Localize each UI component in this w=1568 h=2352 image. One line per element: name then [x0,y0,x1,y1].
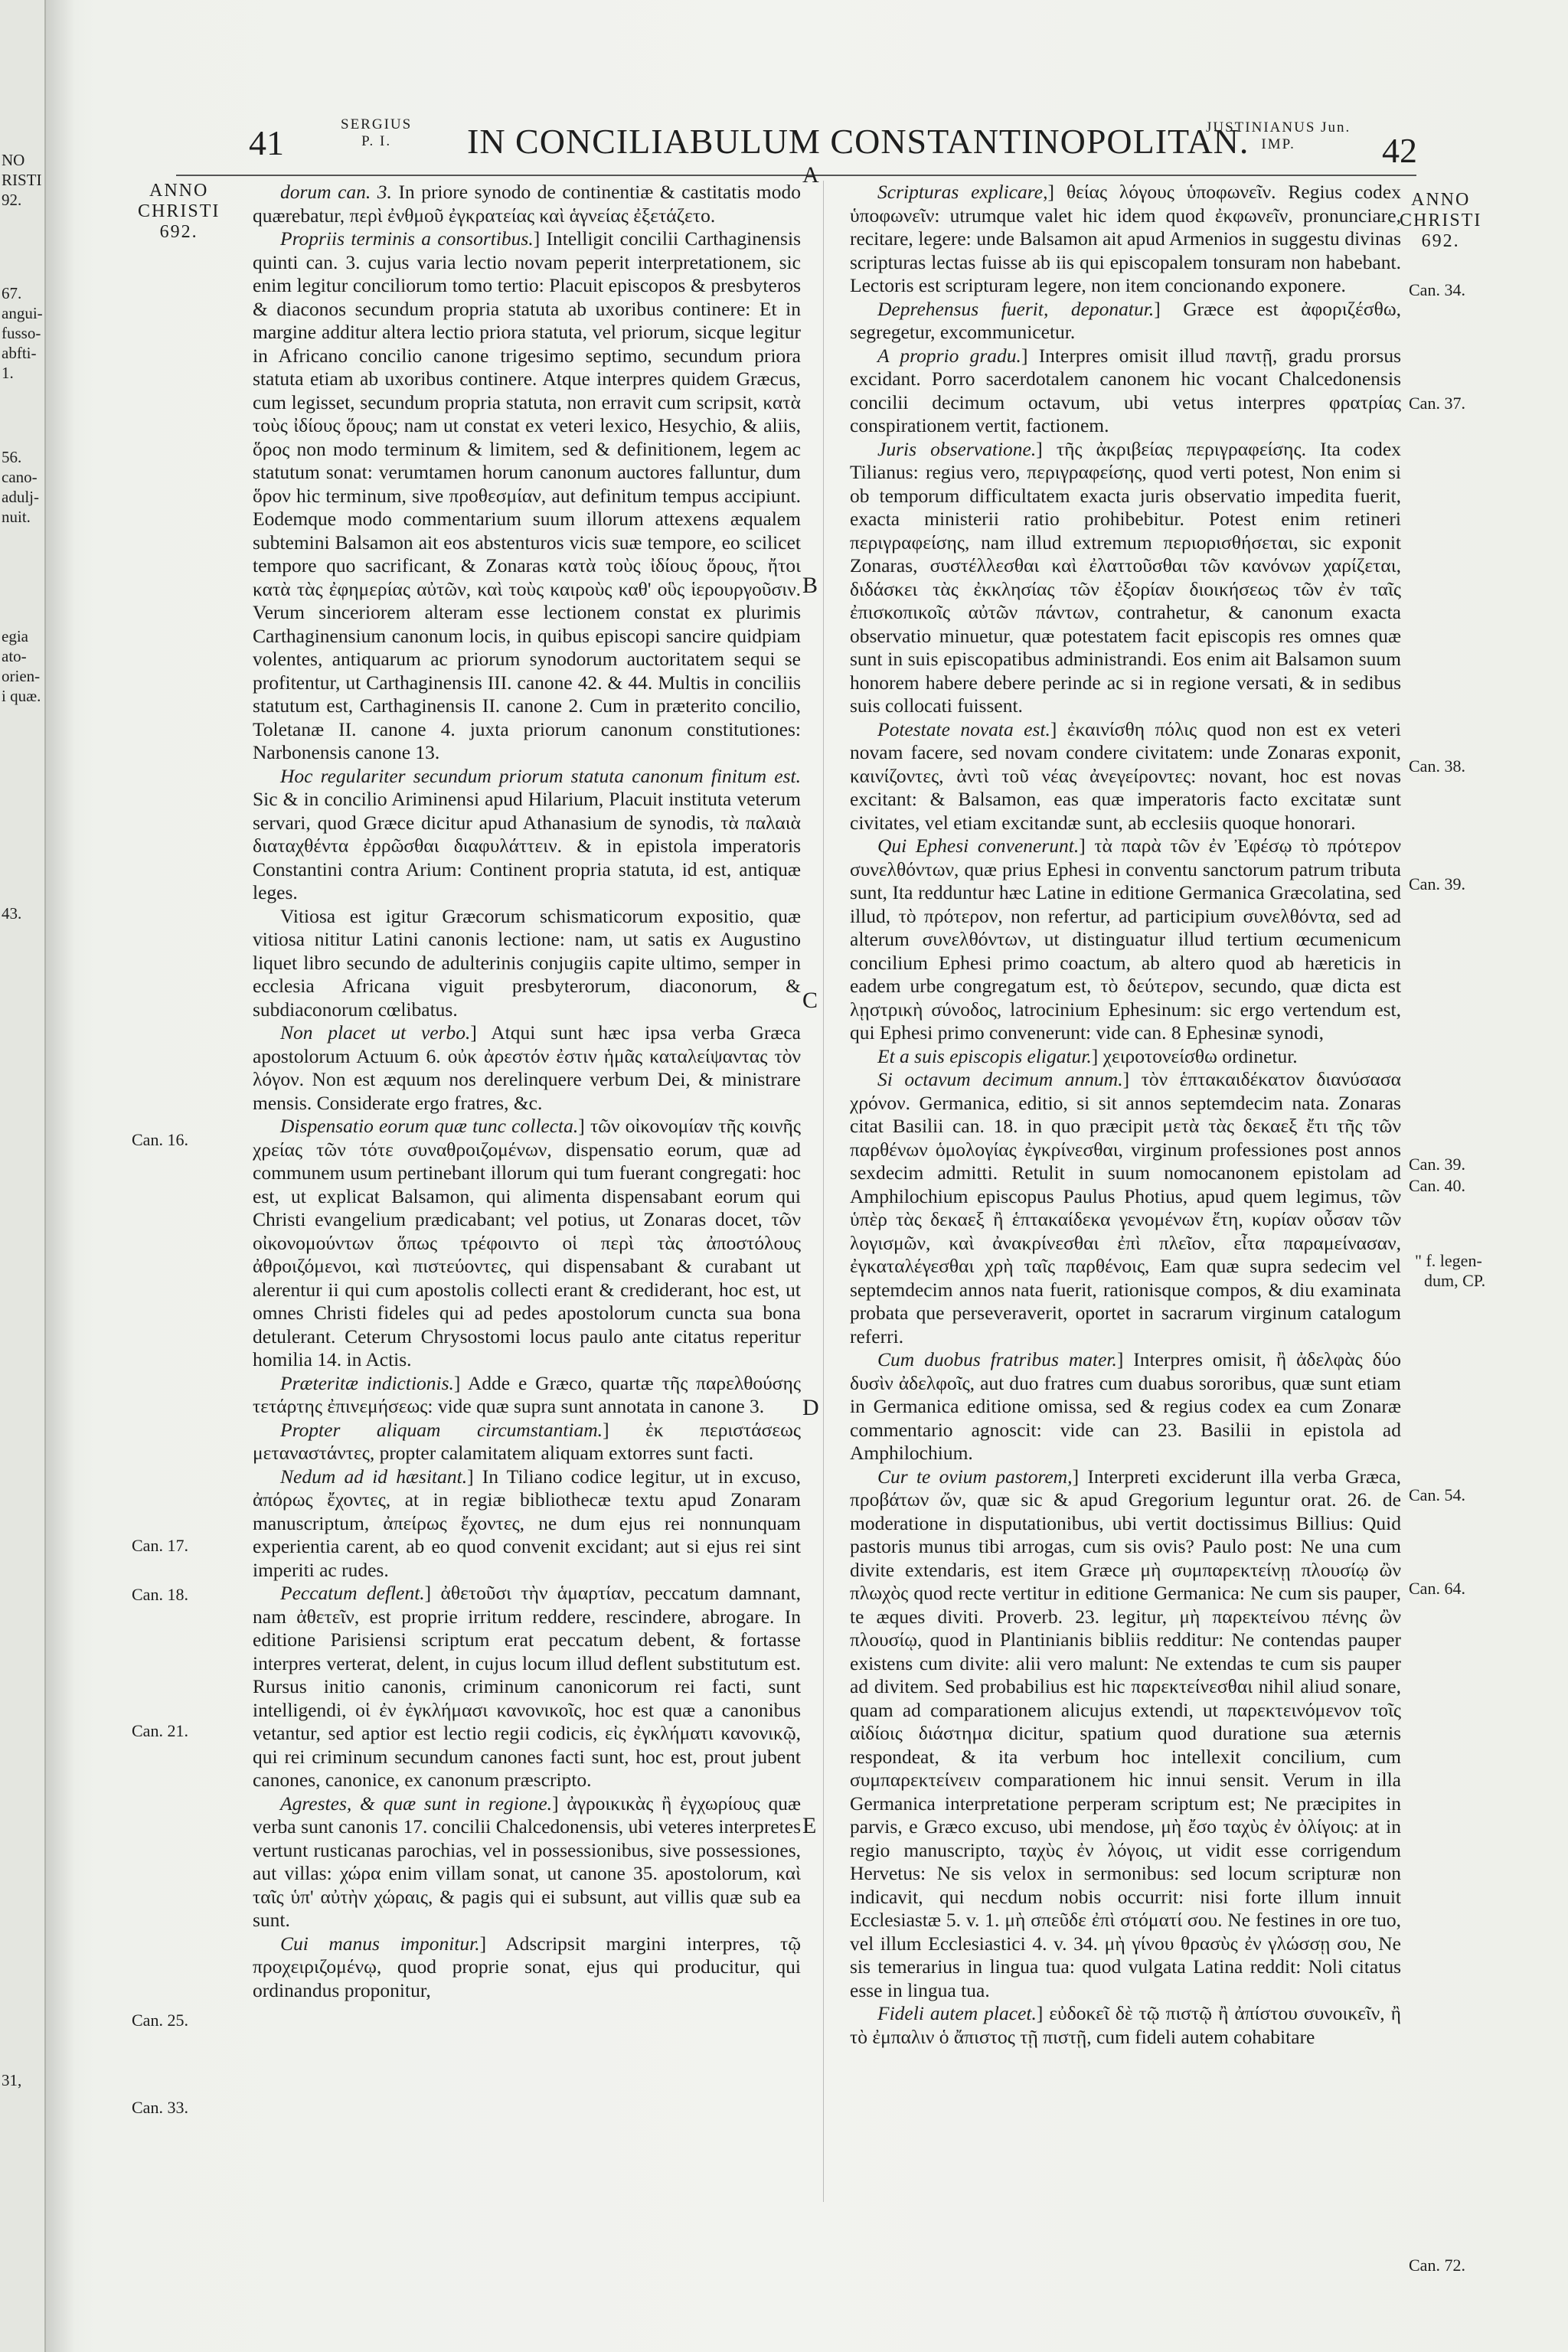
note-paragraph [850,1465,1401,2003]
lemma: Fideli autem placet. [877,2002,1037,2024]
commentary-text: ] Interpres omisit illud παντῇ, gradu prorsus excidant. Porro sacerdotalem canonem hic vocant Chalcedonensis concilii decimum octavum, ubi vetus interpres φρατρίας conspirationem vertit, factionem. [850,344,1401,436]
section-letter: A [802,162,819,188]
note-paragraph [850,2002,1401,2049]
commentary-text: ] τὸν ἑπτακαιδέκατον διανύσασα χρόνον. Germanica, editio, si sit annos septemdecim nata. Zonaras citat Basilii can. 18. in quo præcipit μετὰ τὰς δεκαεξ ἔτι τῆς τῶν παρθένων ὁμολογίας ἐγκρίνεσθαι, virginum professiones post annos sexdecim admitti. Retulit in suum nomocanonem epistolam ad Amphilochium episcopus Paulus Photius, apud quem legimus, τῶν ὑπὲρ τὰς δεκαεξ ἢ ἑπτακαίδεκα γενομένων ἔτη, κυρίαν οὖσαν τῶν λογισμῶν, καὶ ἀνακρίνεσθαι ἐπὶ πλεῖον, εἶτα παραμείνασαν, ἐγκαταλέγεσθαι χρὴ ταῖς παρθένοις, Eam quæ supra sedecim vel septemdecim annos nata fuerit, rationisque compos, & diu examinata probata que perseveraverit, oportet in sacrarum virginum catalogum referri. [850,1068,1401,1348]
lemma: Si octavum decimum annum. [877,1068,1123,1090]
anno-line: CHRISTI [1400,211,1482,230]
section-letter: C [802,988,818,1013]
fragment: 56. [2,448,22,466]
note-paragraph [850,345,1401,438]
running-head-right-top: JUSTINIANUS Jun. [1206,119,1351,136]
commentary-text: ] Interpreti exciderunt illa verba Græca, προβάτων ὤν, quæ sic & apud Gregorium leguntur orat. 26. de moderatione in disputationibus, ubi vertit doctissimus Billius: Quid pastoris munus tibi arrogas, cum sis ovis? Paulo post: Ne una cum divite extendaris, est item Græce μὴ συμπαρεκτείνῃ πλουσίῳ ὢν πλωχὸς quod recte vertitur in editione Germanica: Ne cum sis pauper, te æques diviti. Proverb. 23. legitur, μὴ παρεκτείνου πένης ὢν πλουσίῳ, quod in Plantinianis bibliis redditur: Ne contendas pauper existens cum divite: alii vero malunt: Ne extendas te cum sis pauper ad divitem. Sed probabilius est hic παρεκτείνεσθαι nihil aliud sonare, quam ad comparationem alicujus extendi, ut παρεκτεινόμενον τοῖς αἰδίοις διάστημα dicitur, spatium quod duratione sua æternis respondeat, & ita verbum hoc intellexit concilium, cum συμπαρεκτείνειν comparationem hic innui sensit. Verum in illa Germanica interpretatione perperam scriptum est; Ne præcipites in parvis, e Græco excuso, ubi mendose, μὴ ἔσο ταχὺς ἐν ὀλίγοις: at in regio manuscripto, ταχὺς ἐν λόγοις, ut vidit esse corrigendum Hervetus: Ne sis velox in sermonibus: sed locum scripturæ non indicavit, qui necdum nobis occurrit: nisi forte illum innuit Ecclesiastæ 5. v. 1. μὴ σπεῦδε ἐπὶ στόματί σου. Ne festines in ore tuo, vel illum Ecclesiastici 4. v. 34. μὴ γίνου θρασὺς ἐν γλώσσῃ σου, Ne sis temerarius in lingua tua: quod vulgata Latina reddit: Noli citatus esse in lingua tua. [850,1465,1401,2001]
canon-ref-right: Can. 38. [1409,756,1465,776]
lemma: Propriis terminis a consortibus. [280,227,534,250]
lemma: A proprio gradu. [877,344,1021,367]
fragment: 92. [2,191,22,209]
commentary-text: ] τῆς ἀκριβείας περιγραφείσης. Ita codex Tilianus: regius vero, περιγραφείσης, quod verti potest, Non enim si ob temporum difficultatem exacta juris observatio impedita fuerit, exacta ministerii ratio prohibebitur. Potest enim retineri περιγραφείσης, nam illud extremum περιορισθήσεται, sic exponit Zonaras, συστέλλεσθαι καὶ ἐλαττοῦσθαι τῶν κανόνων χαρίζεται, διδάσκει τὰς ἐκκλησίας τῶν ἐξορίαν διοικήσεως τῶν ἐν ταῖς ἐπισκοπικοῖς αὐτῶν πάντων, contrahetur, & canonum exacta observatio minuetur, quæ potestatem facit episcopis res omnes quæ sunt in suis episcopatibus administrandi. Eos enim ait Balsamon suum honorem habere debere perinde ac si in regione versati, & in sedibus suis collocati fuissent. [850,437,1401,717]
lemma: Potestate novata est. [877,717,1050,740]
canon-ref-right: Can. 39. [1409,1155,1465,1174]
anno-christi-right [1400,190,1481,252]
note-legendum: " f. legen- [1415,1251,1482,1270]
commentary-text: ] ἀθετοῦσι τὴν ἁμαρτίαν, peccatum damnant, nam ἀθετεῖν, est proprie irritum reddere, rescindere, abrogare. In editione Parisiensi scriptum erat peccatum debent, & fortasse interpres verterat, delent, in cujus locum illud deflent substitutum est. Rursus initio canonis, criminum canonicorum rei facti, sunt intelligendi, οἱ ἐν ἐγκλήμασι κανονικοῖς, hoc est quæ a canonibus vetantur, sed aptior est lectio regii codicis, εἰς ἐγκλήματι κανονικῷ, qui rei criminum secundum canones facti sunt, hoc est, prout jubent canones, canonice, ex canonum præscripto. [253,1582,801,1791]
fragment: cano- [2,468,38,486]
section-letter: B [802,573,818,598]
running-head-left-top: SERGIUS [341,116,413,132]
lemma: Qui Ephesi convenerunt. [877,835,1080,857]
running-head-right-bottom: IMP. [1261,136,1295,152]
anno-line: 692. [1421,231,1460,251]
commentary-text: Vitiosa est igitur Græcorum schismaticorum expositio, quæ vitiosa nititur Latini canonis lectione: nam, ut satis ex Augustino liquet libro secundo de adulterinis conjugiis capite ultimo, semper in ecclesia Africana viguit presbyterorum, diaconorum, & subdiaconorum cœlibatus. [253,904,801,1021]
fragment: angui- [2,304,43,322]
commentary-text: ] Interpres omisit, ἢ ἀδελφὰς δύο δυσὶν ἀδελφοῖς, aut duo fratres cum duabus sororibus, quæ sunt etiam in Germanica editione omissa, sed & regius codex ea cum Zonaræ commentario agnoscit: vide can 23. Basilii in epistola ad Amphilochium. [850,1348,1401,1464]
left-column [253,181,801,2002]
fragment: 67. [2,284,22,302]
lemma: Cur te ovium pastorem, [877,1465,1073,1488]
canon-ref-right: Can. 40. [1409,1176,1465,1195]
lemma: dorum can. 3. [280,181,392,203]
header-rule [176,175,1416,176]
note-paragraph [253,1465,801,1583]
commentary-text: ] In Tiliano codice legitur, ut in excuso, ἀπόρως ἔχοντες, at in regiæ bibliothecæ textu apud Zonaram manuscriptum, ἀπείρως ἔχοντες, ne dum ejus rei nonnunquam experientia carent, ab eo quod convenit excidant; aut si ejus rei sint imperiti ac rudes. [253,1465,802,1581]
canon-ref-left: Can. 21. [132,1721,188,1740]
column-divider [823,181,824,2202]
note-paragraph [850,1348,1401,1465]
note-paragraph [850,718,1401,835]
commentary-text: ] εὐδοκεῖ δὲ τῷ πιστῷ ἢ ἀπίστου συνοικεῖν, ἢ τὸ ἐμπαλιν ὁ ἄπιστος τῇ πιστῇ, cum fideli autem cohabitare [850,2002,1401,2048]
lemma: Deprehensus fuerit, deponatur. [877,297,1155,320]
commentary-text: Sic & in concilio Ariminensi apud Hilarium, Placuit instituta veterum servari, quod Græce dicitur apud Athanasium de synodis, τὰ παλαιὰ διαταχθέντα ἐρρῶσθαι διαφυλάττειν. & in epistola imperatoris Constantini contra Arium: Continent propria statuta, id est, antiquæ leges. [253,788,801,903]
page-number-right: 42 [1382,131,1417,170]
lemma: Præteritæ indictionis. [280,1371,454,1394]
section-letter: D [802,1395,819,1420]
fragment: ato- [2,647,27,665]
anno-line: ANNO [1411,190,1471,210]
canon-ref-left: Can. 16. [132,1130,188,1149]
note-paragraph [850,1068,1401,1348]
fragment: RISTI [2,171,42,189]
anno-line: ANNO [149,181,209,201]
canon-ref-right: Can. 54. [1409,1485,1465,1504]
commentary-text: ] Intelligit concilii Carthaginensis quinti can. 3. cujus varia lectio novam peperit interpretationem, sic enim legitur conciliorum tomo tertio: Placuit episcopos & presbyteros & diaconos secundum propria statuta ab uxoribus continere: Et in margine additur altera lectio priora statuta, vel priorum, sicque legitur in Africano concilio canone trigesimo septimo, secundum priora statuta etiam ab uxoribus continere. Atque interpres quidem Græcus, cum legisset, secundum propria statuta, non erravit cum scripsit, κατὰ τοὺς ἰδίους ὅρους; nam ut constat ex veteri lexico, Hesychio, & aliis, ὅρος non modo terminum & limitem, sed & definitionem, legem ac statutum sonat: verumtamen horum canonum auctores falluntur, dum ὅρον hic terminum, sive προθεσμίαν, aut definitum tempus accipiunt. Eodemque modo commentarium suum illorum attexens æqualem subtemini Balsamon ait eos abstenturos vicis suæ tempore, eo scilicet tempore quo sacrificant, & Zonaras κατὰ τοὺς ἰδίους ὅρους, ἤτοι κατὰ τὰς ἐφημερίας αὐτῶν, καὶ τοὺς καιροὺς καθ' οὓς ἱερουργοῦσιν. Verum sinceriorem alteram esse lectionem constat ex plurimis Carthaginensium canonum locis, in quibus episcopi sancire quidpiam volentes, antiquarum ac priorum synodorum auctoritatem sequi se profitentur, ut Carthaginensis III. canone 42. & 44. Multis in conciliis statutum est, Carthaginensis II. canone 2. Cum in præterito concilio, Toletanæ II. canone 4. juxta priorum canonum constitutiones: Narbonensis canone 13. [253,227,801,763]
note-paragraph [253,905,801,1022]
note-paragraph [253,181,801,227]
running-head-right [1206,119,1351,153]
canon-ref-right: Can. 64. [1409,1579,1465,1598]
fragment: nuit. [2,508,31,526]
fragment: egia [2,627,28,645]
note-paragraph [253,1115,801,1372]
commentary-text: ] Adde e Græco, quartæ τῆς παρελθούσης τετάρτης ἐπινεμήσεως: vide quæ supra sunt annotata in canone 3. [253,1371,801,1417]
running-header [230,115,1424,168]
fragment: abfti- [2,344,37,362]
note-paragraph [253,1419,801,1465]
commentary-text: ] ἐκαινίσθη πόλις quod non est ex veteri novam facere, sed novam condere civitatem: unde Zonaras exponit, καινίζοντες, ἀντὶ τοῦ νέας ἀνεγείροντες: novant, hoc est novas excitant: & Balsamon, eas quæ imperatoris facto excitatæ sunt civitates, vel etiam excitandæ sunt, ab ecclesiis quoque honorari. [850,717,1401,834]
fragment: i quæ. [2,687,41,705]
fragment: NO [2,151,25,169]
note-paragraph [253,227,801,765]
note-paragraph [253,1792,801,1932]
note-paragraph [850,438,1401,718]
note-paragraph [850,835,1401,1045]
fragment: orien- [2,667,41,685]
note-paragraph [253,1372,801,1419]
commentary-text: In priore synodo de continentiæ & castitatis modo quærebatur, περὶ ἐνθμοῦ ἐγκρατείας καὶ ἁγνείας ἐξετάζετο. [253,181,801,227]
commentary-text: ] θείας λόγους ὑποφωνεῖν. Regius codex ὑποφωνεῖν: utrumque valet hic idem quod ἐκφωνεῖν, pronunciare, recitare, legere: unde Balsamon ait apud Armenios in suggestu divinas scripturas lectas fuisse ab iis qui episcopalem tonsuram non habebant. Lectoris est scripturam legere, non item concionando exponere. [850,181,1401,296]
right-column [850,181,1401,2049]
commentary-text: ] Adscripsit margini interpres, τῷ προχειριζομένῳ, quod proprie sonat, ejus qui producitur, qui ordinandus proponitur, [253,1932,801,2001]
lemma: Non placet ut verbo. [280,1021,471,1044]
page-title: IN CONCILIABULUM CONSTANTINOPOLITAN. [467,122,1250,161]
fragment: 31, [2,2071,22,2089]
commentary-text: ] ἀγροικικὰς ἢ ἐγχωρίους quæ verba sunt canonis 17. concilii Chalcedonensis, ubi veteres interpretes vertunt rusticanas parochias, vel in possessionibus, sive possessiones, aut villas: χώρα enim villam sonat, ut canone 35. apostolorum, καὶ ταῖς ὑπ' αὐτὴν χώραις, & pagis qui ei subsunt, aut villis quæ sub ea sunt. [253,1792,801,1931]
canon-ref-right: Can. 34. [1409,280,1465,299]
previous-page-edge [0,0,46,2352]
note-paragraph [253,1021,801,1115]
fragment: fusso- [2,324,41,342]
commentary-text: ] χειροτονείσθω ordinetur. [1091,1044,1298,1067]
commentary-text: ] Atqui sunt hæc ipsa verba Græca apostolorum Actuum 6. οὐκ ἀρεστόν ἐστιν ἡμᾶς καταλείψαντας τὸν λόγον. Non est æquum nos derelinquere verbum Dei, & ministrare mensis. Considerate ergo fratres, &c. [253,1021,801,1114]
canon-ref-right: Can. 37. [1409,394,1465,413]
canon-ref-left: Can. 18. [132,1585,188,1604]
lemma: Peccatum deflent. [280,1582,425,1604]
note-paragraph [253,1582,801,1792]
note-paragraph [850,181,1401,298]
lemma: Juris observatione. [877,437,1037,460]
anno-line: 692. [159,222,198,242]
lemma: Cui manus imponitur. [280,1932,480,1955]
note-legendum: dum, CP. [1424,1271,1486,1290]
fragment: 1. [2,364,14,382]
running-head-left-bottom: P. I. [361,133,392,149]
running-head-left [341,116,412,150]
gutter-shadow [44,0,75,2352]
commentary-text: ] ἐκ περιστάσεως μεταναστάντες, propter calamitatem aliquam extorres sunt facti. [253,1418,801,1464]
anno-christi-left [138,181,220,243]
lemma: Hoc regulariter secundum priorum statuta canonum finitum est. [280,764,801,787]
canon-ref-left: Can. 33. [132,2098,188,2117]
fragment: adulj- [2,488,39,506]
note-paragraph [253,1932,801,2003]
note-paragraph [253,765,801,905]
lemma: Nedum ad id hæsitant. [280,1465,468,1488]
fragment: 43. [2,904,22,923]
note-paragraph [850,1045,1401,1069]
lemma: Dispensatio eorum quæ tunc collecta. [280,1115,579,1137]
page-number-left: 41 [249,123,284,162]
commentary-text: ] τῶν οἰκονομίαν τῆς κοινῆς χρείας τῶν τότε συναθροιζομένων, dispensatio eorum, quæ ad communem usum pertinebant illorum qui tum fuerant congregati: hoc est, ut explicat Balsamon, qui alimenta dispensabant eorum qui Christi evangelium prædicabant; vel potius, ut Zonaras docet, τῶν οἰκονομούντων ὅπως τρέφοιντο οἱ περὶ τὰς ἀποστόλους ἀθροιζόμενοι, καὶ πιστεύοντες, qui dispensabant & curabant ut alerentur ii qui cum apostolis collecti erant & crediderant, hoc est, ut omnes Christi fideles qui ad pedes apostolorum cuncta sua bona detulerant. Ceterum Chrysostomi locus paulo ante citatus reperitur homilia 14. in Actis. [253,1115,801,1370]
lemma: Cum duobus fratribus mater. [877,1348,1117,1370]
canon-ref-left: Can. 17. [132,1536,188,1555]
commentary-text: ] τὰ παρὰ τῶν ἐν Ἐφέσῳ τὸ πρότερον συνελθόντων, quæ prius Ephesi in conventu sanctorum patrum tributa sunt, Ita redduntur hæc Latine in editione Germanica Græcolatina, sed illud, τὸ πρότερον, non refertur, ad participium συνελθόντα, sed ad alterum συνελθόντων, ut distinguatur illud tertium œcumenicum concilium Ephesi primo coactum, ab altero quod ab hæreticis in eadem urbe congregatum est, τὸ δεύτερον, secundo, quæ dicta est λῃστρικὴ σύνοδος, latrocinium Ephesinum: sic ergo vertendum est, qui Ephesi primo convenerunt: vide can. 8 Ephesinæ synodi, [850,835,1402,1044]
note-paragraph [850,298,1401,345]
lemma: Scripturas explicare, [877,181,1048,203]
canon-ref-right: Can. 72. [1409,2256,1465,2275]
lemma: Et a suis episcopis eligatur. [877,1044,1092,1067]
section-letter: E [802,1813,817,1838]
lemma: Agrestes, & quæ sunt in regione. [280,1792,553,1815]
lemma: Propter aliquam circumstantiam. [280,1418,603,1441]
anno-line: CHRISTI [138,201,220,221]
canon-ref-left: Can. 25. [132,2011,188,2030]
commentary-text: ] Græce est ἀφοριζέσθω, segregetur, excommunicetur. [850,297,1401,343]
canon-ref-right: Can. 39. [1409,874,1465,893]
